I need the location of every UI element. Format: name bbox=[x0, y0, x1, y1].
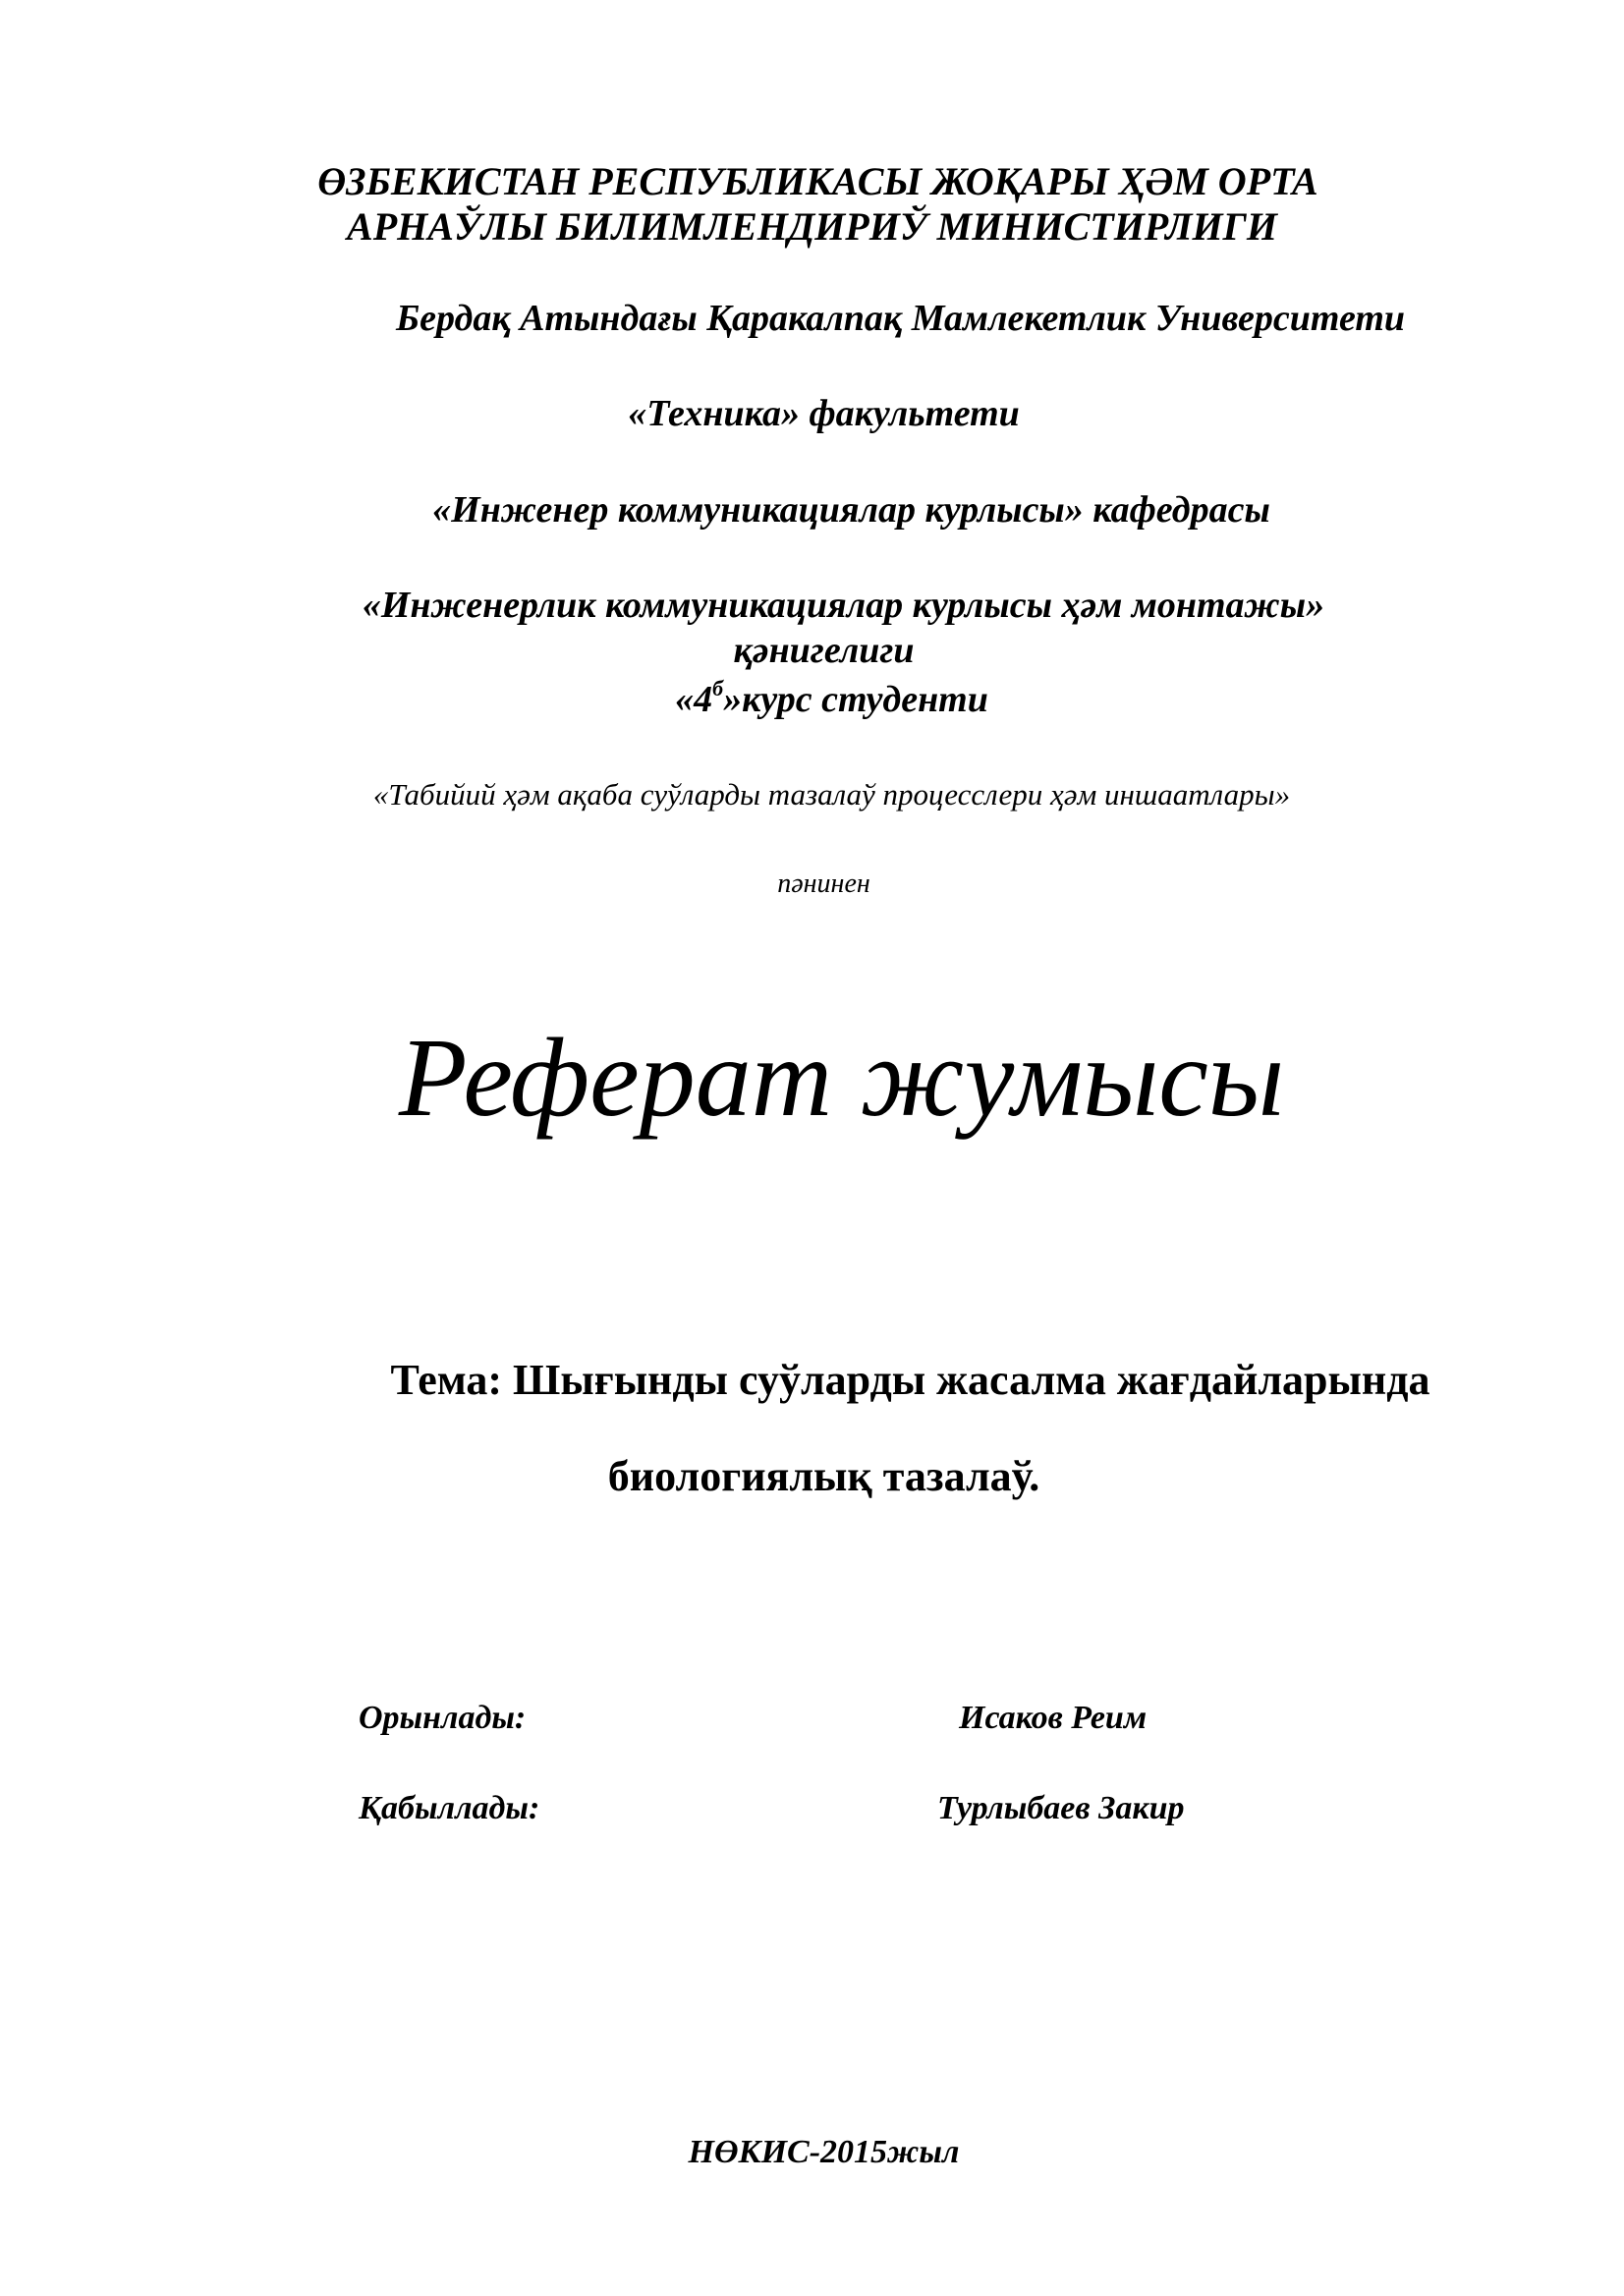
document-title: Реферат жумысы bbox=[398, 1015, 1285, 1140]
department-name: «Инженер коммуникациялар курлысы» кафедрасы bbox=[432, 489, 1270, 531]
specialty-line-2: қәнигелиги bbox=[733, 630, 915, 671]
university-name: Бердақ Атындағы Қаракалпақ Мамлекетлик Университети bbox=[395, 298, 1406, 339]
subject-suffix: пәнинен bbox=[777, 868, 870, 899]
footer-city-year: НӨКИС-2015жыл bbox=[688, 2134, 960, 2170]
topic-line-1: Тема: Шығынды суўларды жасалма жағдайларында bbox=[390, 1356, 1430, 1404]
ministry-title-line-1: ӨЗБЕКИСТАН РЕСПУБЛИКАСЫ ЖОҚАРЫ ҲӘМ ОРТА bbox=[317, 159, 1318, 203]
accepted-by-name: Турлыбаев Закир bbox=[937, 1790, 1185, 1826]
topic-line-2: биологиялық тазалаў. bbox=[607, 1452, 1040, 1500]
specialty-line-1: «Инженерлик коммуникациялар курлысы ҳәм монтажы» bbox=[362, 585, 1325, 626]
ministry-title-line-2: АРНАЎЛЫ БИЛИМЛЕНДИРИЎ МИНИСТИРЛИГИ bbox=[347, 204, 1277, 249]
course-superscript: б bbox=[712, 676, 724, 700]
faculty-name: «Техника» факультети bbox=[628, 393, 1020, 434]
course-prefix: «4 bbox=[675, 679, 713, 720]
course-line bbox=[0, 676, 1624, 720]
subject-name: «Табийий ҳәм ақаба суўларды тазалаў процесслери ҳәм иншаатлары» bbox=[372, 777, 1291, 812]
performed-by-label: Орынлады: bbox=[359, 1700, 527, 1736]
accepted-by-label: Қабыллады: bbox=[359, 1790, 540, 1826]
performed-by-name: Исаков Реим bbox=[959, 1700, 1148, 1736]
course-suffix: »курс студенти bbox=[723, 679, 988, 720]
